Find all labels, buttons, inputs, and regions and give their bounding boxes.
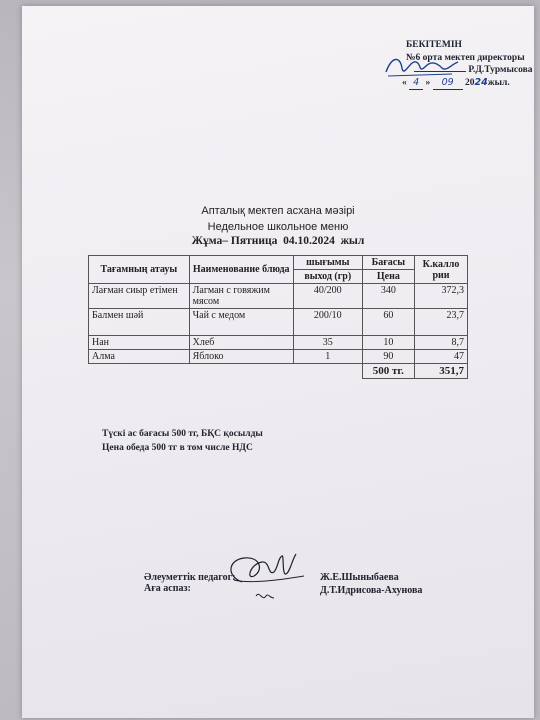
menu-date-line [22, 235, 534, 247]
cell-name-ru: Хлеб [189, 336, 293, 350]
cell-name-ru: Чай с медом [189, 309, 293, 336]
date-quote-open: « [402, 77, 407, 88]
cell-name-ru: Лагман с говяжим мясом [189, 284, 293, 309]
document-page [22, 6, 534, 718]
table-row [89, 350, 468, 364]
signature-role-social: Әлеуметтік педагог: [144, 572, 236, 583]
cell-price: 340 [362, 284, 414, 309]
handwritten-signature-icon [220, 546, 310, 606]
cell-kcal: 47 [415, 350, 468, 364]
title-kz: Апталық мектеп асхана мәзірі [201, 205, 355, 217]
header-output-kz: шығымы [293, 256, 362, 270]
cell-price: 90 [362, 350, 414, 364]
header-output-ru: выход (гр) [293, 270, 362, 284]
table-header-row [89, 256, 468, 270]
header-price-kz: Бағасы [362, 256, 414, 270]
cell-kcal: 372,3 [415, 284, 468, 309]
approval-title: БЕКІТЕМІН [406, 40, 462, 50]
date-year-suffix: 24 [474, 76, 488, 88]
signature-name-social: Ж.Е.Шыныбаева [320, 572, 399, 583]
signature-name-chef: Д.Т.Идрисова-Ахунова [320, 585, 423, 596]
menu-day: Жұма– Пятница [191, 235, 278, 247]
cell-output: 1 [293, 350, 362, 364]
total-kcal: 351,7 [415, 364, 468, 379]
date-month: 09 [433, 77, 463, 91]
cell-price: 60 [362, 309, 414, 336]
note-ru: Цена обеда 500 тг в том числе НДС [102, 443, 253, 453]
date-year-prefix: 20 [465, 77, 475, 88]
cell-kcal: 8,7 [415, 336, 468, 350]
director-signature-icon [382, 52, 462, 80]
cell-output: 200/10 [293, 309, 362, 336]
header-price-ru: Цена [362, 270, 414, 284]
table-row [89, 336, 468, 350]
cell-name-kz: Алма [89, 350, 190, 364]
signature-role-chef: Аға аспаз: [144, 583, 191, 594]
cell-name-kz: Нан [89, 336, 190, 350]
note-kz: Түскі ас бағасы 500 тг, БҚС қосылды [102, 429, 263, 439]
cell-kcal: 23,7 [415, 309, 468, 336]
header-name-ru: Наименование блюда [189, 256, 293, 284]
date-day: 4 [409, 77, 423, 91]
cell-name-kz: Балмен шәй [89, 309, 190, 336]
date-year-word: жыл. [487, 77, 510, 88]
date-quote-close: » [425, 77, 431, 88]
table-total-row [89, 364, 468, 379]
cell-name-kz: Лағман сиыр етімен [89, 284, 190, 309]
table-row [89, 309, 468, 336]
director-name: Р.Д.Турмысова [468, 65, 533, 75]
header-name-kz: Тағамның атауы [89, 256, 190, 284]
cell-output: 35 [293, 336, 362, 350]
title-ru: Недельное школьное меню [207, 221, 349, 233]
cell-price: 10 [362, 336, 414, 350]
cell-output: 40/200 [293, 284, 362, 309]
table-row [89, 284, 468, 309]
cell-name-ru: Яблоко [189, 350, 293, 364]
menu-date: 04.10.2024 [283, 235, 335, 247]
total-price: 500 тг. [362, 364, 414, 379]
total-spacer [89, 364, 363, 379]
approval-position: №6 орта мектеп директоры [406, 52, 525, 63]
menu-year-word: жыл [340, 235, 365, 247]
menu-table [88, 255, 468, 379]
header-kcal: К.калло рии [415, 256, 468, 284]
